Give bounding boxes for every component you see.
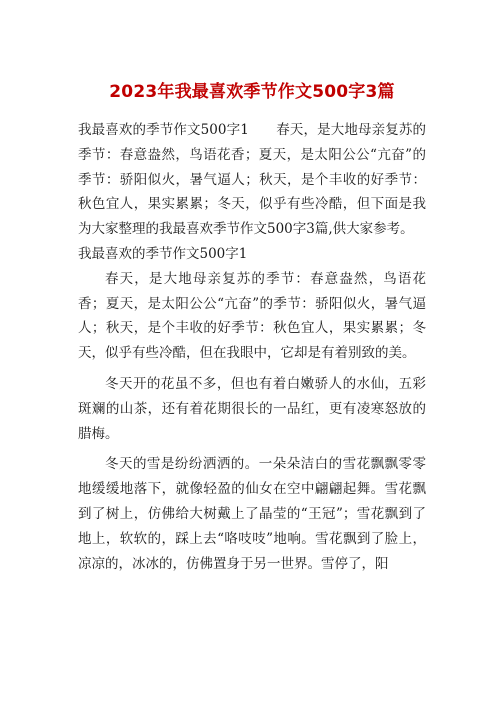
intro-paragraph: 我最喜欢的季节作文500字1 春天，是大地母亲复苏的季节：春意盎然，鸟语花香；夏天，是太阳公公“亢奋”的季节：骄阳似火，暑气逼人；秋天，是个丰收的好季节：秋色宜人，果实累累；冬天，似乎有些冷酷，但下面是我为大家整理的我最喜欢季节作文500字3篇,供大家参考。 (78, 122, 426, 238)
body-paragraph: 冬天的雪是纷纷洒洒的。一朵朵洁白的雪花飘飘零零地缓缓地落下，就像轻盈的仙女在空中翩翩起舞。雪花飘到了树上，仿佛给大树戴上了晶莹的“王冠”；雪花飘到了地上，软软的，踩上去“咯吱吱”地响。雪花飘到了脸上，凉凉的，冰冰的，仿佛置身于另一世界。雪停了，阳 (78, 456, 426, 572)
document-title: 2023年我最喜欢季节作文500字3篇 (109, 82, 395, 102)
body-paragraph: 春天，是大地母亲复苏的季节：春意盎然，鸟语花香；夏天，是太阳公公“亢奋”的季节：骄阳似火，暑气逼人；秋天，是个丰收的好季节：秋色宜人，果实累累；冬天，似乎有些冷酷，但在我眼中，它却是有着别致的美。 (78, 270, 426, 362)
document-body (78, 118, 426, 576)
section-heading: 我最喜欢的季节作文500字1 (78, 245, 248, 262)
body-paragraph: 冬天开的花虽不多，但也有着白嫩骄人的水仙，五彩斑斓的山茶，还有着花期很长的一品红，更有凌寒怒放的腊梅。 (78, 375, 426, 442)
